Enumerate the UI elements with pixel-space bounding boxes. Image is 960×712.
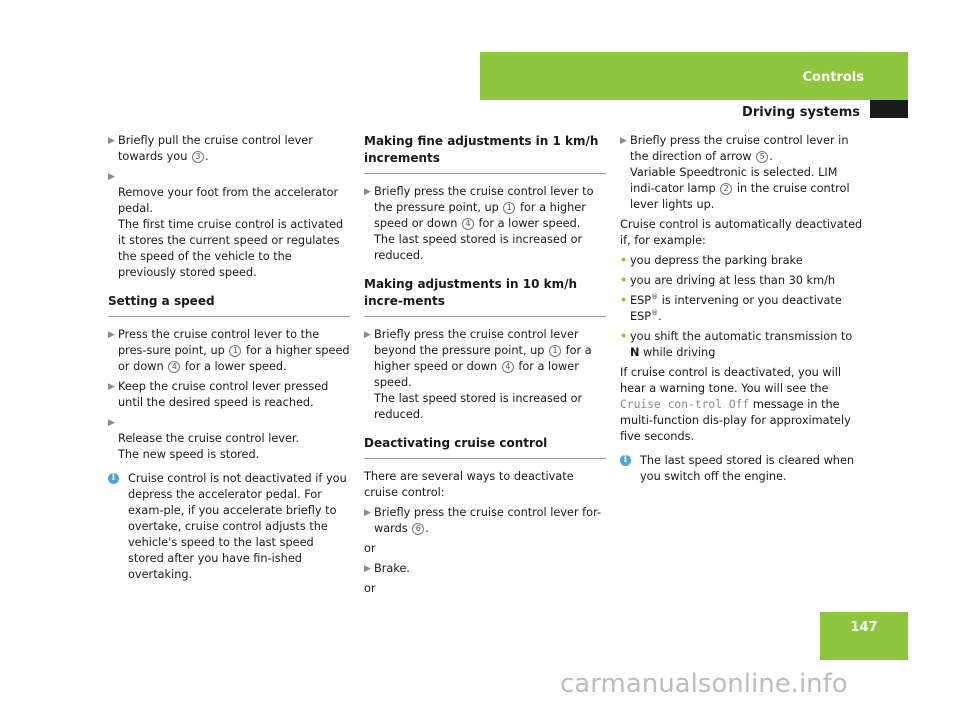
or-text: or: [364, 582, 376, 595]
bullet-icon: •: [620, 294, 628, 307]
heading-deactivating: Deactivating cruise control: [364, 435, 606, 459]
info-note: i The last speed stored is cleared when you switch off the engine.: [620, 453, 864, 485]
callout-number: 3: [192, 151, 204, 163]
bullet-item: • you shift the automatic transmission to N while driving: [620, 330, 853, 359]
paragraph-auto-deactivated: Cruise control is automatically deactivated if, for example:: [620, 218, 863, 247]
heading-fine-adjust: Making fine adjustments in 1 km/h increments: [364, 133, 606, 174]
step-brake: ▶ Brake.: [364, 562, 410, 575]
step-10kmh-adjust: ▶ Briefly press the cruise control lever beyond the pressure point, up 1 for a higher speed or down 4 for a lower speed. The last speed stored is increased or reduced.: [364, 328, 592, 421]
step-release-lever: ▶ Release the cruise control lever. The new speed is stored.: [108, 415, 350, 463]
bullet-item: • ESP® is intervening or you deactivate ESP®.: [620, 293, 842, 323]
chapter-title: Driving systems: [742, 105, 860, 120]
display-message: Cruise con-trol Off: [620, 398, 750, 411]
callout-number: 5: [756, 151, 768, 163]
step-press-forwards: ▶ Briefly press the cruise control lever for-wards 6 .: [364, 506, 602, 535]
arrow-right-icon: ▶: [364, 564, 371, 574]
callout-number: 1: [549, 345, 561, 357]
callout-number: 4: [462, 218, 474, 230]
arrow-right-icon: ▶: [108, 172, 115, 182]
info-icon: i: [620, 455, 631, 466]
bullet-icon: •: [620, 274, 628, 287]
step-remove-foot: ▶ Remove your foot from the accelerator pedal. The first time cruise control is activated it stores the current speed or regulates the speed of the vehicle to the previously stored speed.: [108, 169, 350, 281]
section-title: Controls: [802, 70, 864, 85]
arrow-right-icon: ▶: [108, 330, 115, 340]
arrow-right-icon: ▶: [364, 187, 371, 197]
column-middle: [364, 133, 606, 601]
heading-10kmh-adjust: Making adjustments in 10 km/h incre-ments: [364, 276, 606, 317]
bullet-icon: •: [620, 330, 628, 343]
arrow-right-icon: ▶: [108, 136, 115, 146]
arrow-right-icon: ▶: [108, 418, 115, 428]
watermark: carmanualsonline.info: [560, 669, 848, 699]
column-right: [620, 133, 864, 485]
info-note: i Cruise control is not deactivated if you depress the accelerator pedal. For exam-ple, if you accelerate briefly to overtake, cruise control adjusts the vehicle's speed to the last speed stored after you have fin-ished overtaking.: [108, 471, 350, 583]
page-number: 147: [850, 620, 878, 635]
paragraph-ways: There are several ways to deactivate cruise control:: [364, 470, 574, 499]
arrow-right-icon: ▶: [620, 136, 627, 146]
step-keep-pressed: ▶ Keep the cruise control lever pressed until the desired speed is reached.: [108, 380, 329, 409]
bullet-item: • you depress the parking brake: [620, 254, 803, 267]
chapter-tab: [870, 100, 908, 118]
callout-number: 1: [503, 202, 515, 214]
arrow-right-icon: ▶: [108, 382, 115, 392]
callout-number: 4: [502, 361, 514, 373]
bullet-item: • you are driving at less than 30 km/h: [620, 274, 836, 287]
paragraph-warning-tone: If cruise control is deactivated, you will hear a warning tone. You will see the Cruise con-trol Off message in the multi-function dis-play for approximately five seconds.: [620, 366, 851, 443]
callout-number: 6: [412, 523, 424, 535]
callout-number: 4: [168, 361, 180, 373]
callout-number: 1: [229, 345, 241, 357]
step-fine-adjust: ▶ Briefly press the cruise control lever to the pressure point, up 1 for a higher speed or down 4 for a lower speed. The last speed stored is increased or reduced.: [364, 185, 594, 262]
column-left: [108, 133, 350, 583]
or-text: or: [364, 542, 376, 555]
step-arrow-direction: ▶ Briefly press the cruise control lever in the direction of arrow 5 . Variable Speedtronic is selected. LIM indi-cator lamp 2 in the cruise control lever lights up.: [620, 134, 850, 211]
info-icon: i: [108, 473, 119, 484]
step-pull-lever: ▶ Briefly pull the cruise control lever towards you 3 .: [108, 134, 313, 163]
heading-setting-speed: Setting a speed: [108, 293, 350, 317]
callout-number: 2: [720, 183, 732, 195]
arrow-right-icon: ▶: [364, 508, 371, 518]
arrow-right-icon: ▶: [364, 330, 371, 340]
step-press-lever: ▶ Press the cruise control lever to the pres-sure point, up 1 for a higher speed or down 4 for a lower speed.: [108, 328, 350, 373]
bullet-icon: •: [620, 254, 628, 267]
